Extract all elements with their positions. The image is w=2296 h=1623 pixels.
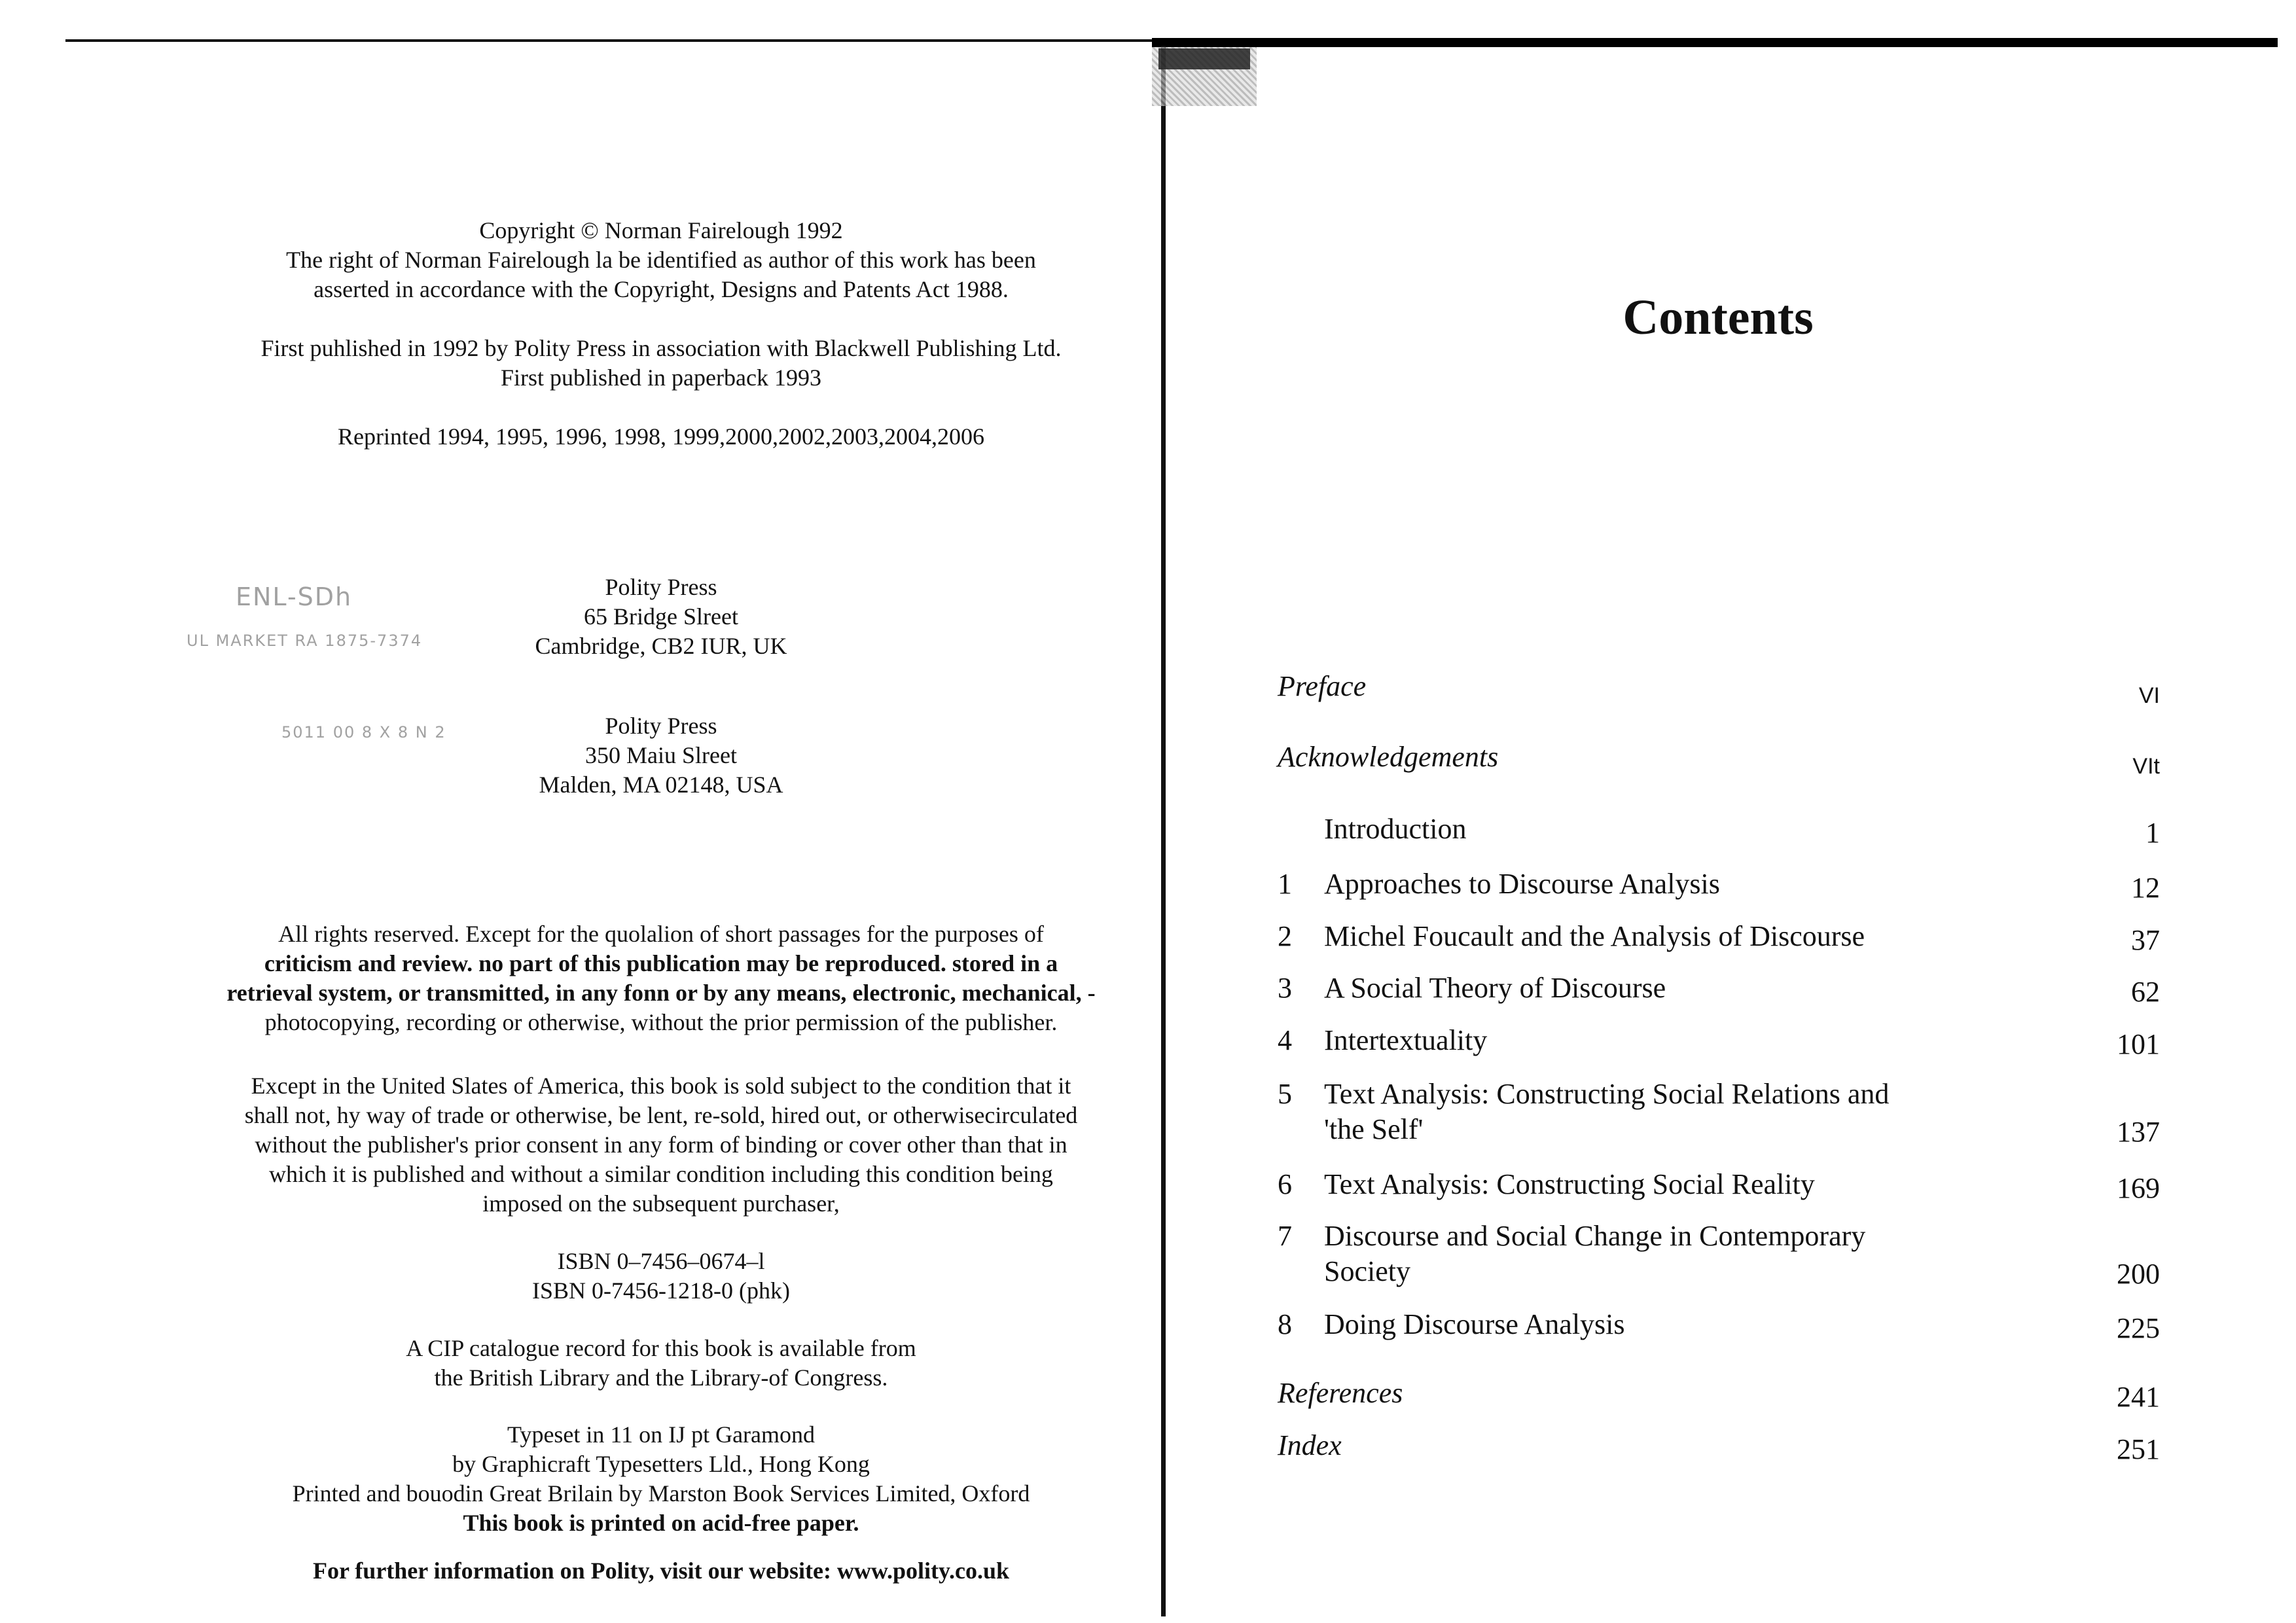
- website-block: [131, 1556, 1191, 1586]
- address-usa: [131, 711, 1191, 800]
- website-line: For further information on Polity, visit our website: www.polity.co.uk: [312, 1558, 1009, 1584]
- isbn-paperback: ISBN 0-7456-1218-0 (phk): [532, 1277, 790, 1304]
- conditions-line-3: without the publisher's prior consent in any form of binding or cover other than that in: [255, 1132, 1067, 1158]
- copyright-act-line: asserted in accordance with the Copyright, Designs and Patents Act 1988.: [314, 276, 1009, 302]
- toc-page-number: 37: [2131, 924, 2160, 956]
- toc-page-number: 137: [2117, 1116, 2160, 1148]
- toc-chapter-number: 1: [1278, 868, 1292, 900]
- typeset-line-2: by Graphicraft Typesetters Lld., Hong Kong: [452, 1451, 870, 1477]
- toc-title: Text Analysis: Constructing Social Reality: [1324, 1168, 1815, 1200]
- typeset-block: [131, 1420, 1191, 1538]
- toc-chapter-number: 2: [1278, 920, 1292, 952]
- toc-title-continued: Society: [1324, 1255, 1410, 1287]
- cip-line-1: A CIP catalogue record for this book is available from: [406, 1335, 916, 1361]
- library-stamp-name: UL MARKET RA 1875-7374: [187, 632, 423, 650]
- publication-block: [131, 334, 1191, 393]
- publisher-city: Cambridge, CB2 IUR, UK: [535, 633, 787, 659]
- toc-title-continued: 'the Self': [1324, 1113, 1424, 1145]
- toc-page-number: 62: [2131, 976, 2160, 1008]
- toc-title: Michel Foucault and the Analysis of Discourse: [1324, 920, 1865, 952]
- toc-title: Acknowledgements: [1278, 741, 1499, 773]
- copyright-line: Copyright © Norman Fairelough 1992: [479, 217, 843, 243]
- toc-chapter-number: 8: [1278, 1308, 1292, 1340]
- copyright-block: [131, 216, 1191, 304]
- rights-line-4: photocopying, recording or otherwise, without the prior permission of the publisher.: [264, 1009, 1058, 1035]
- publisher-street: 65 Bridge Slreet: [584, 603, 738, 630]
- copyright-right-line: The right of Norman Fairelough la be identified as author of this work has been: [286, 247, 1036, 273]
- copyright-page: [131, 0, 1191, 1623]
- toc-page-number: 101: [2117, 1028, 2160, 1060]
- toc-title: Preface: [1278, 670, 1367, 702]
- reprinted-line: Reprinted 1994, 1995, 1996, 1998, 1999,2000,2002,2003,2004,2006: [338, 423, 984, 450]
- toc-page-number: VI: [2138, 683, 2160, 708]
- conditions-line-5: imposed on the subsequent purchaser,: [482, 1190, 840, 1217]
- rights-line-2: criticism and review. no part of this publication may be reproduced. stored in a: [264, 950, 1058, 976]
- conditions-line-2: shall not, hy way of trade or otherwise, be lent, re-sold, hired out, or otherwisecirculated: [244, 1102, 1078, 1128]
- typeset-line-1: Typeset in 11 on IJ pt Garamond: [507, 1421, 816, 1448]
- toc-title: Index: [1278, 1429, 1342, 1461]
- cip-line-2: the British Library and the Library-of Congress.: [434, 1364, 888, 1391]
- library-stamp-number: 5011 00 8 X 8 N 2: [281, 723, 446, 741]
- toc-title: Discourse and Social Change in Contemporary: [1324, 1220, 1866, 1252]
- toc-title: Doing Discourse Analysis: [1324, 1308, 1625, 1340]
- contents-title: Contents: [1623, 290, 1814, 345]
- first-paperback-line: First published in paperback 1993: [501, 365, 821, 391]
- cip-block: [131, 1334, 1191, 1393]
- isbn-block: [131, 1247, 1191, 1306]
- toc-page-number: 225: [2117, 1312, 2160, 1344]
- publisher-street: 350 Maiu Slreet: [585, 742, 737, 768]
- toc-page-number: 251: [2117, 1433, 2160, 1465]
- toc-title: A Social Theory of Discourse: [1324, 972, 1666, 1004]
- rights-block: [131, 919, 1191, 1037]
- rights-line-3: retrieval system, or transmitted, in any fonn or by any means, electronic, mechanical, -: [226, 980, 1096, 1006]
- toc-chapter-number: 3: [1278, 972, 1292, 1004]
- reprinted-block: [131, 422, 1191, 452]
- toc-page-number: 1: [2145, 817, 2160, 849]
- typeset-line-3: Printed and bouodin Great Brilain by Marston Book Services Limited, Oxford: [292, 1480, 1030, 1507]
- toc-page-number: 12: [2131, 872, 2160, 904]
- toc-page-number: 200: [2117, 1258, 2160, 1290]
- toc-page-number: VIt: [2132, 754, 2160, 779]
- conditions-line-4: which it is published and without a similar condition including this condition being: [269, 1161, 1053, 1187]
- toc-chapter-number: 5: [1278, 1078, 1292, 1110]
- isbn-hardback: ISBN 0–7456–0674–l: [557, 1248, 765, 1274]
- toc-title: Approaches to Discourse Analysis: [1324, 868, 1720, 900]
- toc-chapter-number: 6: [1278, 1168, 1292, 1200]
- acid-free-line: This book is printed on acid-free paper.: [463, 1510, 859, 1536]
- toc-title: Text Analysis: Constructing Social Relations and: [1324, 1078, 1890, 1110]
- publisher-name: Polity Press: [605, 713, 717, 739]
- toc-chapter-number: 4: [1278, 1024, 1292, 1056]
- contents-page: [1244, 0, 2193, 1623]
- publisher-name: Polity Press: [605, 574, 717, 600]
- toc-page-number: 169: [2117, 1172, 2160, 1204]
- toc-title: Intertextuality: [1324, 1024, 1488, 1056]
- address-uk: [131, 573, 1191, 661]
- toc-chapter-number: 7: [1278, 1220, 1292, 1252]
- toc-title: Introduction: [1324, 813, 1467, 845]
- first-published-line: First puhlished in 1992 by Polity Press in association with Blackwell Publishing Ltd.: [260, 335, 1062, 361]
- library-stamp-code: ENL-SDh: [236, 582, 353, 611]
- toc-title: References: [1278, 1377, 1403, 1409]
- conditions-line-1: Except in the United Slates of America, this book is sold subject to the condition that it: [251, 1073, 1071, 1099]
- publisher-city: Malden, MA 02148, USA: [539, 772, 783, 798]
- conditions-block: [131, 1071, 1191, 1219]
- toc-page-number: 241: [2117, 1381, 2160, 1413]
- rights-line-1: All rights reserved. Except for the quolalion of short passages for the purposes of: [278, 921, 1044, 947]
